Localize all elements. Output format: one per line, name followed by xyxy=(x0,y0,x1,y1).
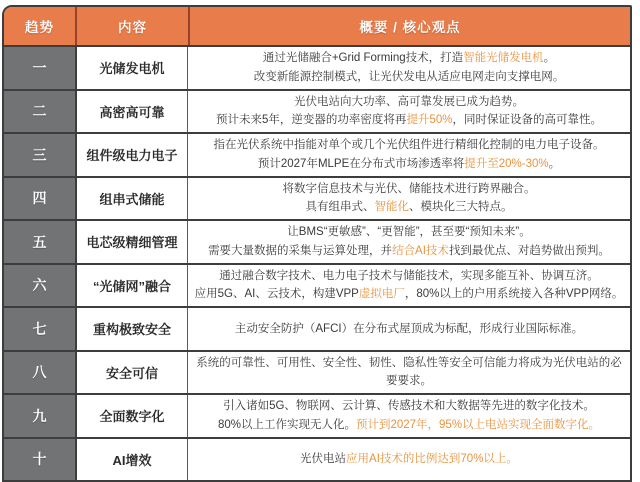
table-row xyxy=(4,306,630,350)
summary-text: ，80%以上的户用系统接入各种VPP网络。 xyxy=(404,288,624,301)
trend-name: 全面数字化 xyxy=(77,395,188,437)
header-summary: 概要 / 核心观点 xyxy=(359,20,461,35)
trend-number: 五 xyxy=(4,221,77,263)
summary-text: 将数字信息技术与光伏、储能技术进行跨界融合。 xyxy=(282,182,536,195)
summary-highlight-text: 提升50% xyxy=(406,114,453,127)
summary-text: 应用5G、AI、云技术，构建VPP xyxy=(194,288,359,301)
summary-text: 改变新能源控制模式，让光伏发电从适应电网走向支撑电网。 xyxy=(253,70,565,83)
table-row xyxy=(4,176,630,220)
summary-highlight-text: 预计到2027年，95%以上电站实现全面数字化。 xyxy=(355,418,601,431)
trend-name: 电芯级精细管理 xyxy=(77,221,188,263)
table-row xyxy=(4,263,630,307)
summary-highlight-text: 智能光储发电机 xyxy=(463,52,544,65)
trend-summary xyxy=(188,91,630,133)
table-header-row xyxy=(4,7,630,45)
trend-name: 光储发电机 xyxy=(77,47,188,89)
trend-summary xyxy=(188,352,630,394)
summary-text: 80%以上工作实现无人化。 xyxy=(217,418,356,431)
summary-line xyxy=(294,93,524,111)
summary-text: 预计2027年MLPE在分布式市场渗透率将 xyxy=(257,157,465,170)
trend-number: 七 xyxy=(4,308,77,350)
summary-line xyxy=(219,267,599,285)
table-body xyxy=(4,45,630,480)
summary-line xyxy=(235,320,583,338)
table-row xyxy=(4,45,630,89)
summary-text: 光伏电站 xyxy=(300,453,347,466)
summary-line xyxy=(223,397,595,415)
summary-line xyxy=(258,155,560,173)
header-content: 内容 xyxy=(77,7,190,45)
trend-number: 九 xyxy=(4,395,77,437)
summary-line xyxy=(263,49,555,67)
trend-summary xyxy=(188,134,630,176)
summary-text: 。 xyxy=(543,52,556,65)
summary-highlight-text: 结合AI技术 xyxy=(392,244,449,257)
summary-text: 光伏电站向大功率、高可靠发展已成为趋势。 xyxy=(294,95,524,108)
table-row xyxy=(4,393,630,437)
trend-summary xyxy=(188,395,630,437)
trend-name: 组串式储能 xyxy=(77,178,188,220)
trend-summary xyxy=(188,265,630,307)
summary-text: 。 xyxy=(548,157,561,170)
trend-summary xyxy=(188,221,630,263)
trend-name: 安全可信 xyxy=(77,352,188,394)
trend-summary xyxy=(188,47,630,89)
table-row xyxy=(4,89,630,133)
trend-summary xyxy=(188,439,630,481)
summary-text: 找到最优点、对趋势做出预判。 xyxy=(448,244,610,257)
trend-summary xyxy=(188,178,630,220)
summary-text: 通过光储融合+Grid Forming技术，打造 xyxy=(262,52,464,65)
summary-line xyxy=(195,285,624,303)
summary-highlight-text: 虚拟电厂 xyxy=(358,288,405,301)
summary-highlight-text: 应用AI技术的比例达到70%以上。 xyxy=(346,453,518,466)
trend-number: 二 xyxy=(4,91,77,133)
summary-line xyxy=(192,354,626,391)
trend-number: 三 xyxy=(4,134,77,176)
trend-number: 八 xyxy=(4,352,77,394)
summary-text: 通过融合数字技术、电力电子技术与储能技术，实现多能互补、协调互济。 xyxy=(219,269,599,282)
trend-name: 高密高可靠 xyxy=(77,91,188,133)
summary-text: 需要大量数据的采集与运算处理，并 xyxy=(208,244,393,257)
table-row xyxy=(4,132,630,176)
summary-line xyxy=(216,111,602,129)
trend-number: 六 xyxy=(4,265,77,307)
table-row xyxy=(4,437,630,481)
summary-line xyxy=(218,416,600,434)
summary-line xyxy=(214,136,605,154)
summary-text: 主动安全防护（AFCI）在分布式屋顶成为标配，形成行业国际标准。 xyxy=(234,322,584,335)
summary-text: 让BMS“更敏感”、“更智能”，甚至要“预知未来”。 xyxy=(287,226,531,239)
trend-name: “光储网”融合 xyxy=(77,265,188,307)
summary-text: 预计未来5年，逆变器的功率密度将再 xyxy=(216,114,407,127)
summary-line xyxy=(254,68,565,86)
summary-text: 系统的可靠性、可用性、安全性、韧性、隐私性等安全可信能力将成为光伏电站的必要要求。 xyxy=(196,356,622,388)
trend-summary xyxy=(188,308,630,350)
trend-number: 一 xyxy=(4,47,77,89)
summary-text: 具有组串式、 xyxy=(305,201,375,214)
trend-name: 组件级电力电子 xyxy=(77,134,188,176)
header-trend: 趋势 xyxy=(4,7,77,45)
summary-text: 引入诸如5G、物联网、云计算、传感技术和大数据等先进的数字化技术。 xyxy=(223,400,595,413)
trend-number: 四 xyxy=(4,178,77,220)
trends-table xyxy=(2,5,632,482)
summary-line xyxy=(300,450,518,468)
table-row xyxy=(4,350,630,394)
summary-text: 、模块化三大特点。 xyxy=(409,201,513,214)
summary-line xyxy=(208,242,610,260)
summary-line xyxy=(306,198,513,216)
summary-text: ，同时保证设备的高可靠性。 xyxy=(452,114,602,127)
summary-text: 指在光伏系统中指能对单个或几个光伏组件进行精细化控制的电力电子设备。 xyxy=(213,139,605,152)
trend-name: 重构极致安全 xyxy=(77,308,188,350)
table-row xyxy=(4,219,630,263)
summary-line xyxy=(287,223,530,241)
summary-line xyxy=(283,180,536,198)
summary-highlight-text: 智能化 xyxy=(374,201,409,214)
summary-highlight-text: 提升至20%-30% xyxy=(464,157,549,170)
trend-number: 十 xyxy=(4,439,77,481)
trend-name: AI增效 xyxy=(77,439,188,481)
